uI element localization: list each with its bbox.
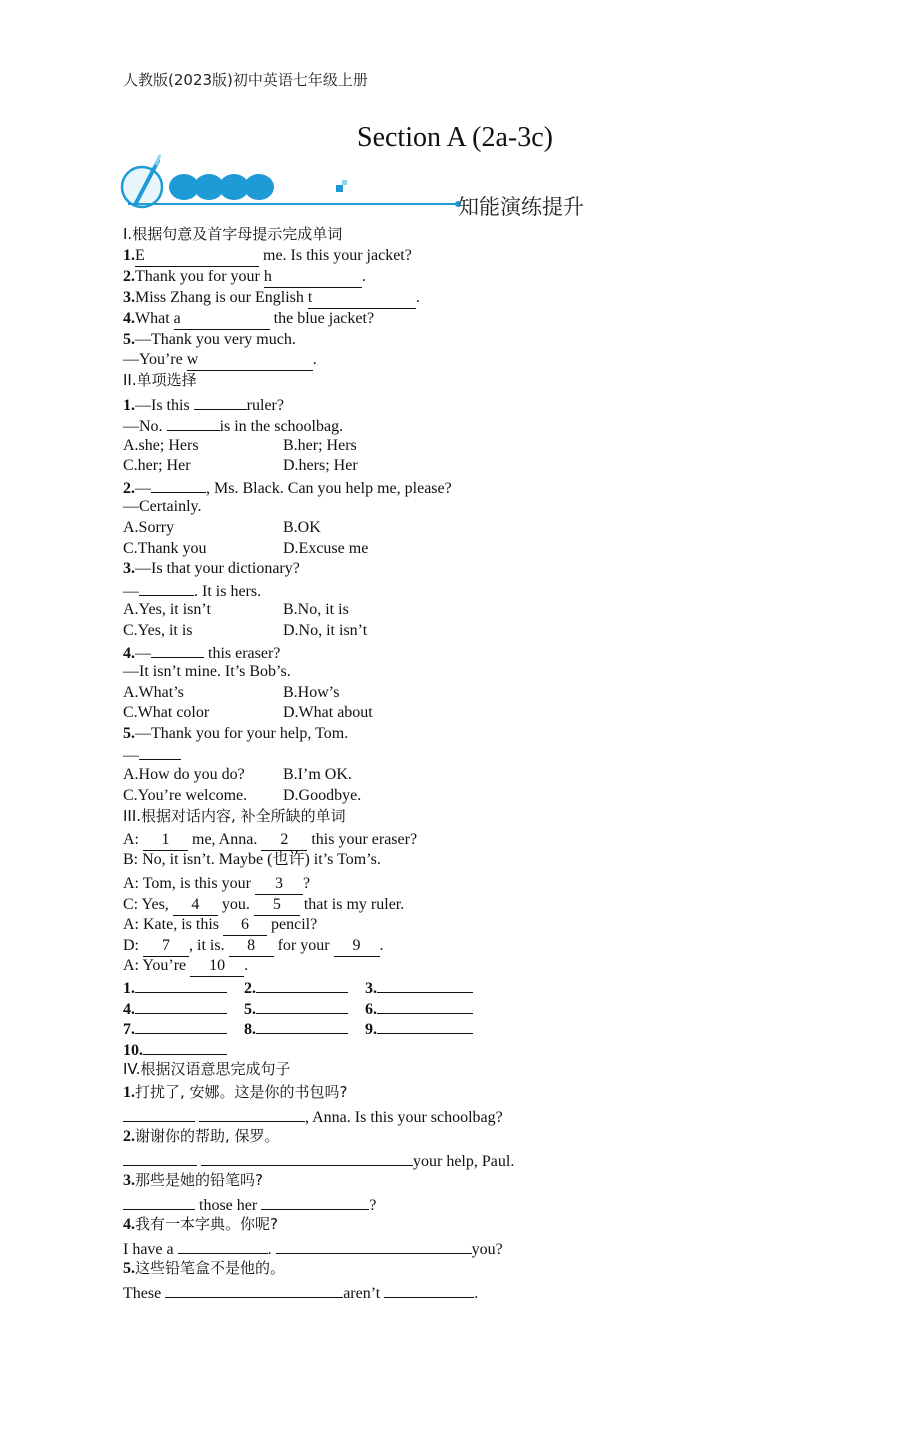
part4-q4-chinese: 4.我有一本字典。你呢? xyxy=(123,1215,278,1233)
part2-q3: 3.—Is that your dictionary? xyxy=(123,560,300,577)
part2-q2-option-c: C.Thank you xyxy=(123,540,207,557)
answer-blank-9[interactable]: 9. xyxy=(365,1018,473,1040)
part1-q5: 5.—Thank you very much. xyxy=(123,331,296,348)
dialogue-line-7: A: You’re 10 . xyxy=(123,956,248,977)
dialogue-line-1: A: 1 me, Anna. 2 this your eraser? xyxy=(123,830,417,851)
part1-q3: 3.Miss Zhang is our English t . xyxy=(123,288,420,309)
dialogue-line-5: A: Kate, is this 6 pencil? xyxy=(123,915,317,936)
part2-q4: 4.— this eraser? xyxy=(123,642,280,664)
part2-q5: 5.—Thank you for your help, Tom. xyxy=(123,725,349,742)
part2-q5-option-b: B.I’m OK. xyxy=(283,766,352,783)
part4-q2-chinese: 2.谢谢你的帮助, 保罗。 xyxy=(123,1127,280,1145)
part2-q2-option-b: B.OK xyxy=(283,519,321,536)
part1-q5-reply: —You’re w . xyxy=(123,350,317,371)
part2-q4-option-b: B.How’s xyxy=(283,684,340,701)
pen-emblem-icon xyxy=(122,167,162,207)
part2-q4-option-d: D.What about xyxy=(283,704,373,721)
part2-q2-option-d: D.Excuse me xyxy=(283,540,369,557)
part2-q3-option-a: A.Yes, it isn’t xyxy=(123,601,211,618)
part4-q2-english: your help, Paul. xyxy=(123,1150,514,1172)
part4-q5-english: These aren’t . xyxy=(123,1282,478,1304)
answer-blank-7[interactable]: 7. xyxy=(123,1018,227,1040)
part1-q1: 1.E me. Is this your jacket? xyxy=(123,246,412,267)
part2-q2-line2: —Certainly. xyxy=(123,498,202,515)
part2-q1-line2: —No. is in the schoolbag. xyxy=(123,415,343,437)
part2-q1-option-c: C.her; Her xyxy=(123,457,191,474)
answer-blank-3[interactable]: 3. xyxy=(365,977,473,999)
part2-q5-option-a: A.How do you do? xyxy=(123,766,245,783)
part4-q4-english: I have a . you? xyxy=(123,1238,503,1260)
part2-q2-option-a: A.Sorry xyxy=(123,519,175,536)
dialogue-line-2: B: No, it isn’t. Maybe (也许) it’s Tom’s. xyxy=(123,851,381,868)
answer-blank-4[interactable]: 4. xyxy=(123,998,227,1020)
answer-blank-8[interactable]: 8. xyxy=(244,1018,348,1040)
part1-q2: 2.Thank you for your h . xyxy=(123,267,366,288)
part4-q3-english: those her ? xyxy=(123,1194,376,1216)
answer-blank-10[interactable]: 10. xyxy=(123,1039,227,1061)
part2-q5-option-c: C.You’re welcome. xyxy=(123,787,248,804)
part4-heading: IV.根据汉语意思完成句子 xyxy=(123,1060,291,1078)
part2-q4-option-c: C.What color xyxy=(123,704,210,721)
part1-q4: 4.What a the blue jacket? xyxy=(123,309,374,330)
part2-q3-line2: — . It is hers. xyxy=(123,580,261,602)
part4-q1-english: , Anna. Is this your schoolbag? xyxy=(123,1106,503,1128)
part2-q1-option-b: B.her; Hers xyxy=(283,437,357,454)
part2-q3-option-c: C.Yes, it is xyxy=(123,622,193,639)
banner-decoration xyxy=(118,153,468,215)
part2-q2: 2.— , Ms. Black. Can you help me, please? xyxy=(123,477,452,499)
dialogue-line-6: D: 7 , it is. 8 for your 9 . xyxy=(123,936,384,957)
part2-q5-line2: — xyxy=(123,744,181,766)
answer-blank-5[interactable]: 5. xyxy=(244,998,348,1020)
part4-q3-chinese: 3.那些是她的铅笔吗? xyxy=(123,1171,263,1189)
part2-q1-option-d: D.hers; Her xyxy=(283,457,358,474)
banner-label: 知能演练提升 xyxy=(458,195,584,219)
answer-blank-6[interactable]: 6. xyxy=(365,998,473,1020)
section-title: Section A (2a-3c) xyxy=(357,122,553,153)
part1-heading: I.根据句意及首字母提示完成单词 xyxy=(123,225,343,243)
part4-q1-chinese: 1.打扰了, 安娜。这是你的书包吗? xyxy=(123,1083,348,1101)
part2-q4-option-a: A.What’s xyxy=(123,684,184,701)
part2-q3-option-b: B.No, it is xyxy=(283,601,349,618)
page-header: 人教版(2023版)初中英语七年级上册 xyxy=(123,71,368,89)
part2-heading: II.单项选择 xyxy=(123,371,197,389)
part2-q1: 1.—Is this ruler? xyxy=(123,394,284,416)
part2-q5-option-d: D.Goodbye. xyxy=(283,787,362,804)
dialogue-line-4: C: Yes, 4 you. 5 that is my ruler. xyxy=(123,895,404,916)
part3-heading: III.根据对话内容, 补全所缺的单词 xyxy=(123,807,346,825)
part2-q1-option-a: A.she; Hers xyxy=(123,437,199,454)
answer-blank-1[interactable]: 1. xyxy=(123,977,227,999)
answer-blank-2[interactable]: 2. xyxy=(244,977,348,999)
part4-q5-chinese: 5.这些铅笔盒不是他的。 xyxy=(123,1259,286,1277)
dialogue-line-3: A: Tom, is this your 3 ? xyxy=(123,874,310,895)
part2-q4-line2: —It isn’t mine. It’s Bob’s. xyxy=(123,663,291,680)
part2-q3-option-d: D.No, it isn’t xyxy=(283,622,368,639)
